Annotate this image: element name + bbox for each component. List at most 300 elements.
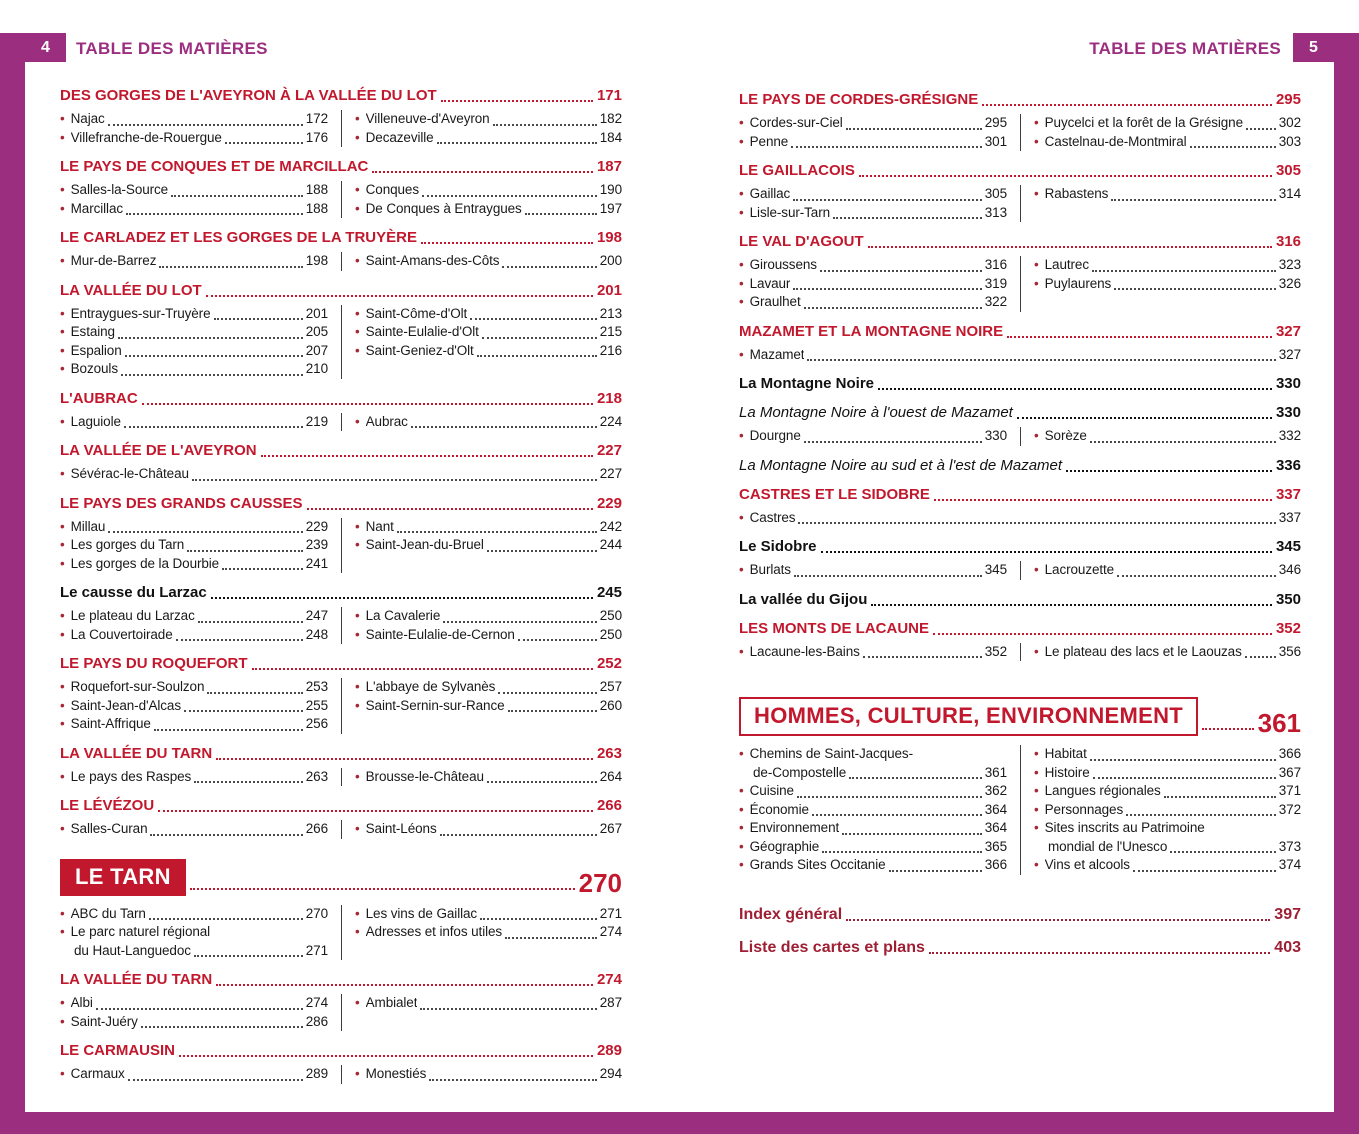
bullet-icon — [355, 923, 360, 942]
section-heading — [739, 620, 1301, 638]
toc-entry — [355, 994, 622, 1013]
toc-entry — [739, 838, 1007, 857]
leader-dots — [798, 522, 1275, 524]
toc-column — [739, 256, 1020, 312]
page-header-title-left: TABLE DES MATIÈRES — [76, 39, 268, 58]
part-heading — [60, 859, 622, 896]
toc-entry — [60, 360, 328, 379]
bullet-icon — [355, 200, 360, 219]
toc-entry — [60, 536, 328, 555]
leader-dots — [121, 374, 303, 376]
toc-entry-line — [60, 768, 328, 787]
toc-entry-label: Villeneuve-d'Aveyron — [365, 111, 490, 126]
toc-entry-page: 188 — [305, 182, 328, 197]
toc-entry-page: 337 — [1278, 509, 1301, 525]
part-page-number: 270 — [578, 867, 622, 898]
toc-entry-line — [60, 110, 328, 129]
toc-entry-page: 364 — [984, 820, 1007, 835]
section-heading — [739, 162, 1301, 180]
leader-dots — [214, 318, 303, 320]
toc-entry-line — [739, 185, 1007, 204]
toc-entry — [1034, 114, 1301, 133]
bullet-icon — [739, 801, 744, 820]
toc-entry-line — [60, 715, 328, 734]
leader-dots — [190, 888, 575, 890]
leader-dots — [505, 937, 597, 939]
leader-dots — [179, 1055, 593, 1057]
bullet-icon — [739, 561, 744, 580]
toc-entry-page: 286 — [305, 1013, 328, 1029]
toc-entry — [60, 465, 622, 484]
toc-entry-label: De Conques à Entraygues — [365, 200, 522, 216]
bullet-icon — [355, 252, 360, 271]
toc-entry-page: 271 — [599, 905, 622, 921]
leader-dots — [171, 195, 303, 197]
toc-column — [60, 305, 341, 379]
toc-entry — [1034, 185, 1301, 204]
leader-dots — [812, 814, 982, 816]
toc-entry — [355, 110, 622, 129]
section-label: L'AUBRAC — [60, 389, 138, 407]
toc-entry — [60, 110, 328, 129]
toc-entry — [60, 820, 328, 839]
toc-entry-label: Lautrec — [1044, 257, 1089, 272]
section-page-number: 187 — [596, 158, 622, 175]
toc-entry-line — [60, 1065, 328, 1084]
toc-entry-page: 322 — [984, 294, 1007, 309]
leader-dots — [440, 834, 597, 836]
toc-entry-label: Sainte-Eulalie-de-Cernon — [365, 626, 515, 642]
toc-column — [60, 607, 341, 644]
leader-dots — [198, 621, 303, 623]
leader-dots — [791, 146, 982, 148]
toc-entry — [355, 129, 622, 148]
toc-entry-columns — [60, 678, 622, 734]
leader-dots — [142, 403, 593, 405]
part-heading — [739, 697, 1301, 736]
toc-entry-page: 274 — [305, 995, 328, 1010]
toc-entry — [739, 643, 1007, 662]
toc-entry-label: Roquefort-sur-Soulzon — [70, 679, 205, 694]
bullet-icon — [60, 1013, 65, 1032]
toc-entry-page: 323 — [1278, 257, 1301, 272]
leader-dots — [1093, 777, 1276, 779]
bullet-icon — [355, 110, 360, 129]
toc-entry-page: 241 — [305, 555, 328, 571]
bullet-icon — [355, 697, 360, 716]
leader-dots — [128, 1079, 303, 1081]
toc-entry-page: 250 — [599, 626, 622, 642]
section-page-number: 266 — [596, 797, 622, 814]
leader-dots — [184, 710, 303, 712]
leader-dots — [1126, 814, 1276, 816]
bullet-icon — [739, 838, 744, 857]
toc-entry-line — [60, 342, 328, 361]
leader-dots — [411, 426, 597, 428]
toc-entry-label: Saint-Juéry — [70, 1013, 138, 1029]
bullet-icon — [60, 715, 65, 734]
leader-dots — [518, 639, 597, 641]
toc-entry-line — [739, 256, 1007, 275]
toc-entry-line — [60, 518, 328, 537]
toc-entry-label: Saint-Léons — [365, 821, 437, 836]
toc-entry-label: Saint-Sernin-sur-Rance — [365, 697, 505, 713]
toc-entry-columns — [60, 181, 622, 218]
toc-entry — [739, 782, 1007, 801]
toc-entry-label: Marcillac — [70, 200, 123, 216]
leader-dots — [194, 955, 303, 957]
bullet-icon — [60, 323, 65, 342]
leader-dots — [508, 710, 597, 712]
toc-entry-label: Cordes-sur-Ciel — [749, 115, 843, 130]
toc-entry — [1034, 819, 1301, 856]
toc-column — [1020, 745, 1301, 875]
leader-dots — [149, 918, 303, 920]
toc-entry-label: de-Compostelle — [753, 764, 847, 780]
toc-entry — [60, 555, 328, 574]
bullet-icon — [60, 252, 65, 271]
toc-column — [341, 678, 622, 734]
toc-entry — [1034, 801, 1301, 820]
toc-entry-page: 210 — [305, 361, 328, 376]
leader-dots — [118, 337, 303, 339]
toc-entry-columns — [60, 607, 622, 644]
toc-entry-page: 205 — [305, 324, 328, 339]
toc-entry-label: Graulhet — [749, 294, 801, 309]
toc-column — [1020, 256, 1301, 312]
toc-entry-page: 352 — [984, 643, 1007, 659]
toc-entry-page: 371 — [1278, 783, 1301, 798]
section-page-number: 198 — [596, 229, 622, 246]
toc-entry-line — [355, 342, 622, 361]
section-label: LE PAYS DU ROQUEFORT — [60, 655, 248, 672]
bullet-icon — [1034, 782, 1039, 801]
bullet-icon — [1034, 764, 1039, 783]
section-page-number: 345 — [1275, 538, 1301, 555]
toc-entry-label: Saint-Côme-d'Olt — [365, 305, 468, 321]
toc-entry-line — [739, 561, 1007, 580]
toc-entry-line — [739, 293, 1007, 312]
toc-entry — [355, 323, 622, 342]
toc-entry — [60, 323, 328, 342]
leader-dots — [158, 810, 593, 812]
bullet-icon — [355, 905, 360, 924]
toc-entry — [355, 768, 622, 787]
toc-entry-line — [60, 252, 328, 271]
leader-dots — [846, 919, 1270, 921]
toc-entry-page: 244 — [599, 537, 622, 552]
toc-entry-columns — [60, 518, 622, 574]
toc-entry-line — [739, 764, 1007, 783]
toc-entry-page: 250 — [599, 608, 622, 623]
leader-dots — [1133, 870, 1276, 872]
toc-entry-page: 200 — [599, 253, 622, 268]
bullet-icon — [1034, 643, 1039, 662]
toc-column — [341, 994, 622, 1031]
toc-entry-page: 256 — [305, 716, 328, 731]
leader-dots — [206, 295, 593, 297]
bullet-icon — [355, 129, 360, 148]
toc-entry-line — [60, 181, 328, 200]
toc-entry-line — [60, 678, 328, 697]
toc-entry-page: 302 — [1278, 115, 1301, 130]
toc-entry-line — [60, 555, 328, 574]
section-heading — [739, 486, 1301, 504]
section-label: LA VALLÉE DU TARN — [60, 744, 213, 762]
bullet-icon — [355, 626, 360, 645]
toc-entry-columns — [739, 745, 1301, 875]
toc-entry — [355, 181, 622, 200]
toc-entry — [739, 185, 1007, 204]
toc-entry — [60, 129, 328, 148]
bullet-icon — [739, 782, 744, 801]
toc-column — [739, 185, 1020, 222]
bullet-icon — [1034, 427, 1039, 446]
leader-dots — [804, 307, 982, 309]
toc-entry-label: Sites inscrits au Patrimoine — [1044, 820, 1205, 835]
bullet-icon — [739, 275, 744, 294]
bullet-icon — [739, 745, 744, 764]
toc-entry-page: 366 — [984, 857, 1007, 872]
leader-dots — [797, 796, 982, 798]
bullet-icon — [739, 256, 744, 275]
toc-entry-line — [1034, 185, 1301, 204]
leader-dots — [126, 213, 303, 215]
bullet-icon — [739, 856, 744, 875]
bullet-icon — [739, 114, 744, 133]
toc-entry-line — [1034, 745, 1301, 764]
bullet-icon — [60, 820, 65, 839]
toc-entry-label: Géographie — [749, 838, 820, 854]
leader-dots — [211, 597, 593, 599]
toc-entry-page: 367 — [1278, 764, 1301, 780]
toc-entry-page: 346 — [1278, 562, 1301, 577]
toc-entry-label: Adresses et infos utiles — [365, 924, 503, 939]
toc-column — [60, 905, 341, 961]
toc-entry-page: 201 — [305, 305, 328, 321]
section-heading — [60, 495, 622, 513]
bullet-icon — [1034, 256, 1039, 275]
toc-entry-line — [355, 923, 622, 942]
bullet-icon — [739, 204, 744, 223]
bullet-icon — [355, 413, 360, 432]
toc-entry — [1034, 764, 1301, 783]
section-page-number: 295 — [1275, 91, 1301, 108]
toc-entry-label: ABC du Tarn — [70, 905, 146, 921]
toc-column — [341, 252, 622, 271]
page-number-badge-right: 5 — [1293, 33, 1334, 62]
toc-entry-line — [355, 820, 622, 839]
toc-entry-page: 303 — [1278, 133, 1301, 149]
toc-entry-page: 362 — [984, 783, 1007, 798]
toc-entry-line — [739, 346, 1301, 365]
toc-entry-page: 374 — [1278, 857, 1301, 872]
toc-entry — [1034, 561, 1301, 580]
section-label: LA VALLÉE DE L'AVEYRON — [60, 442, 257, 459]
toc-entry-line — [60, 626, 328, 645]
toc-entry-page: 366 — [1278, 746, 1301, 761]
bullet-icon — [60, 536, 65, 555]
toc-entry-line — [739, 275, 1007, 294]
toc-entry — [60, 697, 328, 716]
section-label: LA VALLÉE DU LOT — [60, 281, 202, 299]
toc-entry-label: Estaing — [70, 324, 115, 339]
section-heading — [739, 457, 1301, 475]
toc-column — [739, 561, 1020, 580]
leader-dots — [1170, 851, 1276, 853]
leader-dots — [1117, 575, 1276, 577]
toc-entry — [1034, 275, 1301, 294]
leader-dots — [487, 781, 597, 783]
toc-column — [341, 1065, 622, 1084]
toc-entry-page: 270 — [305, 905, 328, 921]
leader-dots — [397, 531, 597, 533]
toc-entry-label: Mazamet — [749, 346, 805, 362]
section-heading — [739, 233, 1301, 251]
leader-dots — [863, 656, 982, 658]
toc-entry — [355, 905, 622, 924]
section-heading — [60, 442, 622, 460]
leader-dots — [108, 531, 302, 533]
magenta-border-left — [0, 33, 25, 1134]
toc-entry-line — [1034, 838, 1301, 857]
bullet-icon — [60, 905, 65, 924]
section-label: MAZAMET ET LA MONTAGNE NOIRE — [739, 322, 1004, 340]
leader-dots — [846, 128, 982, 130]
toc-entry-columns — [60, 994, 622, 1031]
toc-column — [1020, 561, 1301, 580]
toc-entry-label: Carmaux — [70, 1066, 125, 1081]
part-title-red-box: LE TARN — [60, 859, 186, 896]
toc-entry-label: Nant — [365, 518, 394, 534]
toc-entry — [60, 413, 328, 432]
leader-dots — [934, 499, 1272, 501]
bullet-icon — [355, 342, 360, 361]
toc-entry-label: Villefranche-de-Rouergue — [70, 129, 222, 145]
section-label: LES MONTS DE LACAUNE — [739, 619, 930, 637]
toc-entry-label: Castres — [749, 509, 796, 525]
leader-dots — [493, 124, 597, 126]
leader-dots — [307, 508, 593, 510]
toc-entry-page: 319 — [984, 275, 1007, 291]
section-label: Le causse du Larzac — [60, 584, 207, 601]
toc-entry — [739, 293, 1007, 312]
toc-entry-line — [355, 1065, 622, 1084]
toc-entry-line — [1034, 782, 1301, 801]
toc-entry-label: Conques — [365, 182, 419, 197]
bullet-icon — [739, 427, 744, 446]
section-heading — [60, 971, 622, 989]
toc-entry — [60, 200, 328, 219]
leader-dots — [1245, 656, 1276, 658]
toc-entry-label: Albi — [70, 995, 93, 1010]
section-page-number: 289 — [596, 1042, 622, 1059]
bullet-icon — [355, 536, 360, 555]
toc-entry-label: Saint-Geniez-d'Olt — [365, 342, 474, 358]
toc-entry-line — [60, 200, 328, 219]
toc-column — [1020, 114, 1301, 151]
toc-entry-columns — [739, 561, 1301, 580]
section-page-number: 337 — [1275, 485, 1301, 503]
spacer — [739, 875, 1301, 891]
bullet-icon — [1034, 819, 1039, 838]
bullet-icon — [60, 110, 65, 129]
section-page-number: 171 — [596, 87, 622, 104]
toc-entry — [355, 697, 622, 716]
section-label: LE PAYS DE CONQUES ET DE MARCILLAC — [60, 158, 369, 175]
leader-dots — [929, 952, 1270, 954]
toc-entry-line — [1034, 133, 1301, 152]
toc-entry — [739, 275, 1007, 294]
section-page-number: 263 — [596, 744, 622, 762]
toc-entry — [355, 820, 622, 839]
leader-dots — [1092, 270, 1276, 272]
section-label: La Montagne Noire — [739, 375, 875, 392]
section-label: La vallée du Gijou — [739, 590, 868, 608]
toc-entry-line — [60, 1013, 328, 1032]
toc-entry-label: Les vins de Gaillac — [365, 905, 478, 921]
toc-entry-page: 188 — [305, 200, 328, 216]
toc-column — [341, 305, 622, 379]
toc-entry-line — [355, 110, 622, 129]
toc-column — [341, 905, 622, 961]
toc-column — [60, 678, 341, 734]
toc-entry — [739, 427, 1007, 446]
section-page-number: 397 — [1274, 905, 1301, 923]
toc-entry-line — [355, 678, 622, 697]
toc-entry-line — [355, 323, 622, 342]
toc-entry-page: 345 — [984, 562, 1007, 577]
toc-page-right — [739, 80, 1301, 966]
toc-entry-label: Dourgne — [749, 428, 801, 443]
bullet-icon — [60, 413, 65, 432]
toc-entry-label: Environnement — [749, 820, 840, 835]
leader-dots — [225, 142, 303, 144]
leader-dots — [1114, 288, 1276, 290]
toc-column — [341, 110, 622, 147]
section-label: Le Sidobre — [739, 538, 817, 555]
leader-dots — [96, 1008, 303, 1010]
toc-entry-page: 305 — [984, 186, 1007, 201]
section-heading — [60, 87, 622, 105]
toc-column — [60, 181, 341, 218]
toc-entry-label: Monestiés — [365, 1066, 427, 1081]
toc-entry-page: 274 — [599, 924, 622, 939]
section-page-number: 252 — [596, 655, 622, 672]
toc-entry — [60, 994, 328, 1013]
bullet-icon — [1034, 275, 1039, 294]
toc-entry-page: 264 — [599, 768, 622, 784]
section-label: LE GAILLACOIS — [739, 162, 855, 179]
toc-entry-page: 289 — [305, 1066, 328, 1081]
leader-dots — [176, 639, 303, 641]
leader-dots — [480, 918, 597, 920]
toc-entry-columns — [60, 252, 622, 271]
bullet-icon — [60, 607, 65, 626]
toc-entry-page: 216 — [599, 342, 622, 358]
leader-dots — [482, 337, 597, 339]
toc-entry-line — [60, 697, 328, 716]
bullet-icon — [60, 555, 65, 574]
leader-dots — [1066, 470, 1272, 472]
toc-entry-line — [355, 697, 622, 716]
toc-column — [60, 820, 341, 839]
toc-entry-page: 219 — [305, 413, 328, 429]
toc-entry-line — [60, 923, 328, 942]
toc-entry-page: 356 — [1278, 643, 1301, 659]
toc-entry — [1034, 256, 1301, 275]
toc-entry-page: 267 — [599, 821, 622, 836]
